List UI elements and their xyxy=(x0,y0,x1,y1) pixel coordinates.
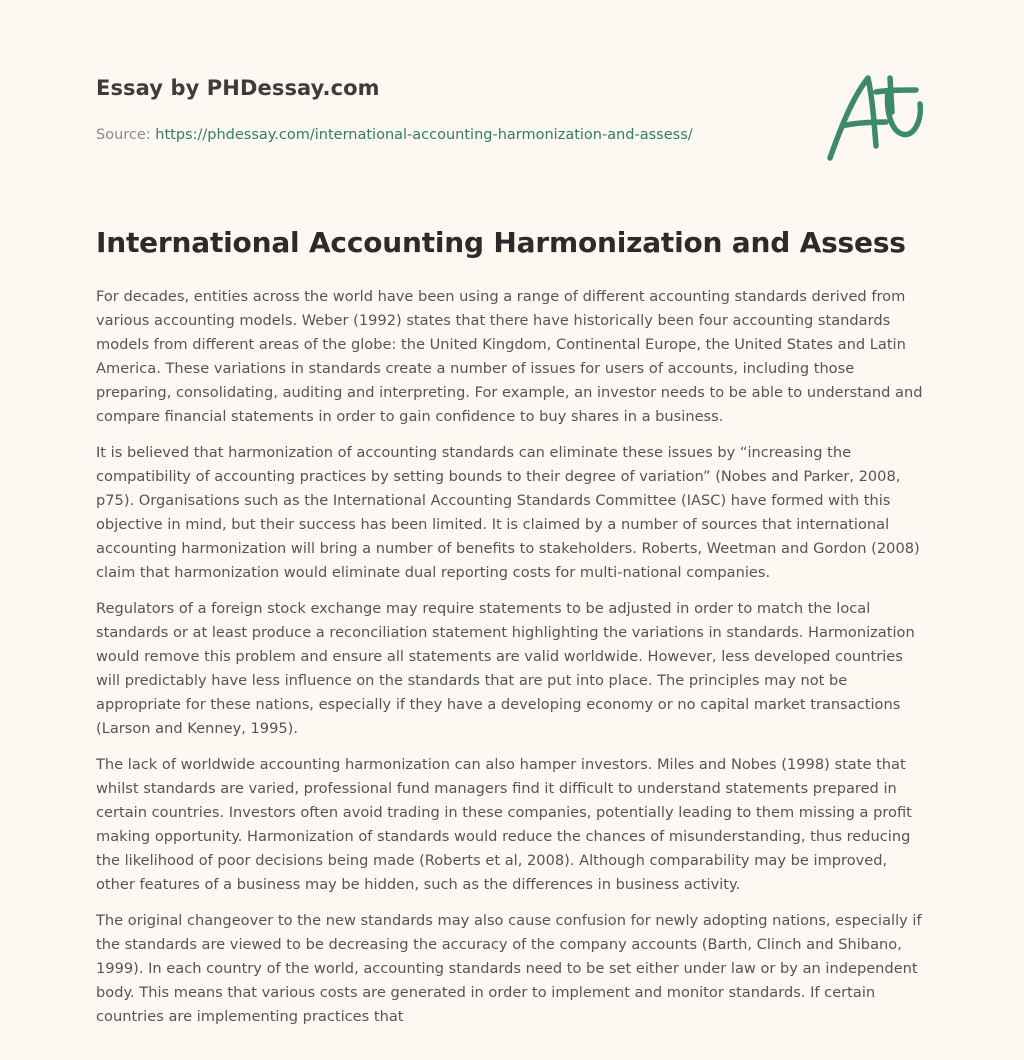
source-label: Source: xyxy=(96,127,151,143)
paragraph: The original changeover to the new standards may also cause confusion for newly adopting nations, especially if the standards are viewed to be decreasing the accuracy of the company accounts (Barth, Clinch and Shibano, 1999). In each country of the world, accounting standards need to be set either under law or by an independent body. This means that various costs are generated in order to implement and monitor standards. If certain countries are implementing practices that xyxy=(96,912,922,1025)
header xyxy=(96,76,796,143)
source-line xyxy=(96,127,796,143)
source-link[interactable]: https://phdessay.com/international-accounting-harmonization-and-assess/ xyxy=(155,127,693,143)
article-title: International Accounting Harmonization and Assess xyxy=(96,226,906,259)
paragraph: Regulators of a foreign stock exchange may require statements to be adjusted in order to match the local standards or at least produce a reconciliation statement highlighting the variations in standards. Harmonization would remove this problem and ensure all statements are valid worldwide. However, less developed countries will predictably have less influence on the standards that are put into place. The principles may not be appropriate for these nations, especially if they have a developing economy or no capital market transactions (Larson and Kenney, 1995). xyxy=(96,600,915,737)
article-body xyxy=(96,285,930,1041)
paragraph: For decades, entities across the world have been using a range of different accounting standards derived from various accounting models. Weber (1992) states that there have historically been four accounting standards models from different areas of the globe: the United Kingdom, Continental Europe, the United States and Latin America. These variations in standards create a number of issues for users of accounts, including those preparing, consolidating, auditing and interpreting. For example, an investor needs to be able to understand and compare financial statements in order to gain confidence to buy shares in a business. xyxy=(96,288,923,425)
paragraph: It is believed that harmonization of accounting standards can eliminate these issues by “increasing the compatibility of accounting practices by setting bounds to their degree of variation” (Nobes and Parker, 2008, p75). Organisations such as the International Accounting Standards Committee (IASC) have formed with this objective in mind, but their success has been limited. It is claimed by a number of sources that international accounting harmonization will bring a number of benefits to stakeholders. Roberts, Weetman and Gordon (2008) claim that harmonization would eliminate dual reporting costs for multi-national companies. xyxy=(96,444,920,581)
paragraph: The lack of worldwide accounting harmonization can also hamper investors. Miles and Nobes (1998) state that whilst standards are varied, professional fund managers find it difficult to understand statements prepared in certain countries. Investors often avoid trading in these companies, potentially leading to them missing a profit making opportunity. Harmonization of standards would reduce the chances of misunderstanding, thus reducing the likelihood of poor decisions being made (Roberts et al, 2008). Although comparability may be improved, other features of a business may be hidden, such as the differences in business activity. xyxy=(96,756,912,893)
brand-title: Essay by PHDessay.com xyxy=(96,76,380,100)
a-plus-grade-icon xyxy=(824,68,928,164)
